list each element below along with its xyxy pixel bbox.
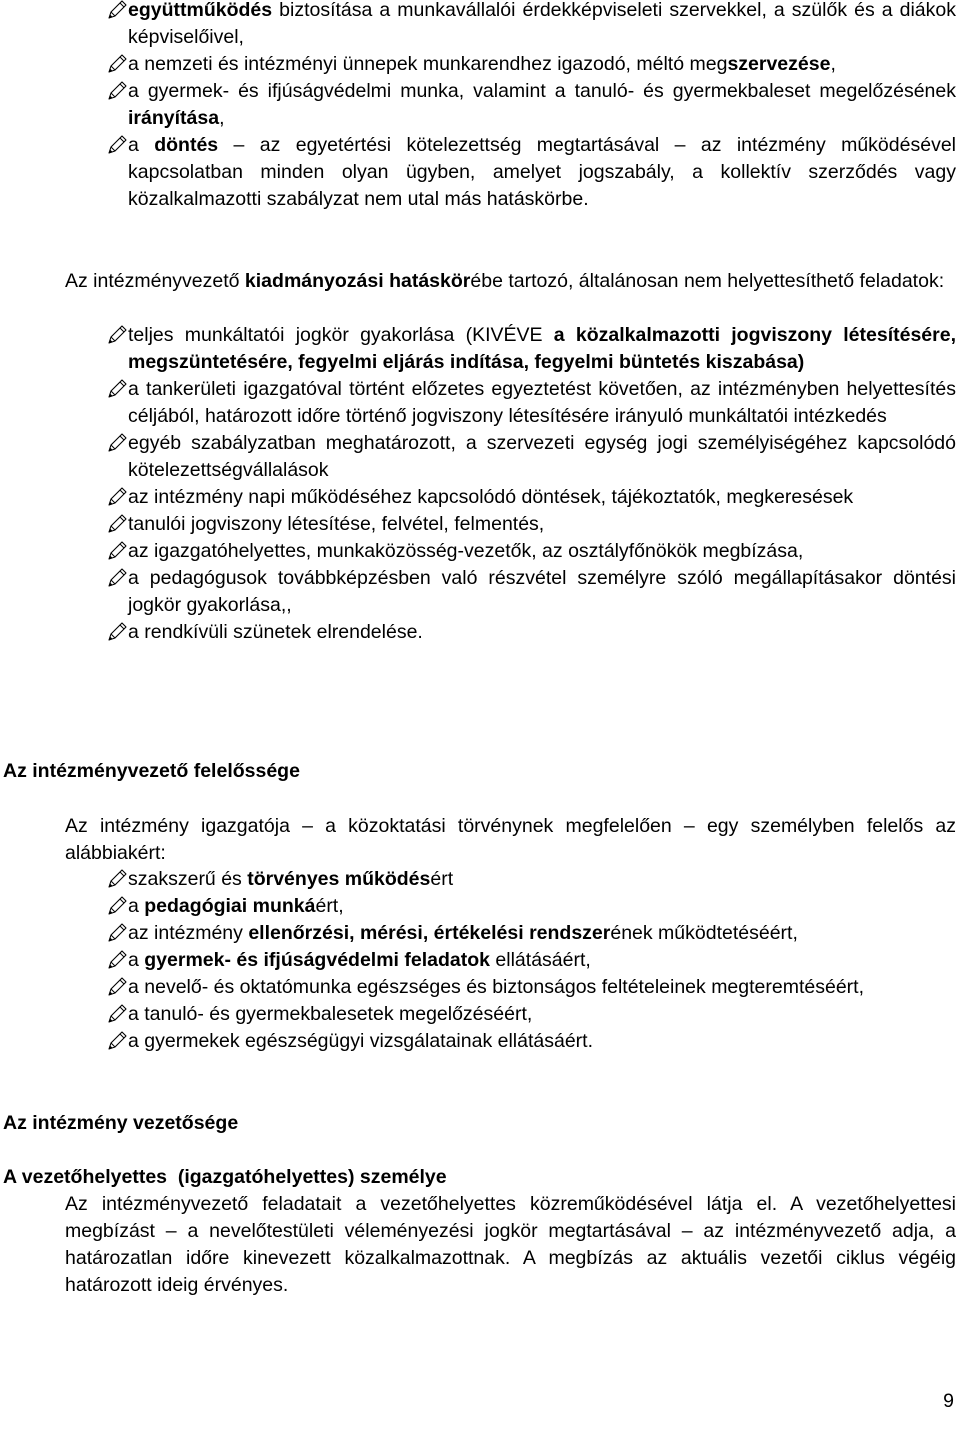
pen-icon: [106, 540, 128, 562]
text-run: a tankerületi igazgatóval történt előzetes egyeztetést követően, az intézményben helyettesítés céljából, határozott időre történő jogviszony létesítésére irányuló munkáltatói intézkedés: [128, 378, 956, 427]
text-run: szervezése: [727, 53, 831, 75]
pen-icon: [106, 895, 128, 917]
text-run: a gyermekek egészségügyi vizsgálatainak ellátásáért.: [128, 1030, 594, 1052]
text-run: Az intézményvezető: [65, 270, 245, 292]
text-run: ébe tartozó, általánosan nem helyettesíthető feladatok:: [470, 270, 945, 292]
pen-icon: [106, 0, 128, 21]
pen-icon: [106, 621, 128, 643]
text-run: a: [128, 895, 145, 917]
pen-icon: [106, 486, 128, 508]
list-responsibilities: [0, 866, 960, 1055]
heading-deputy: A vezetőhelyettes (igazgatóhelyettes) személye: [3, 1166, 447, 1188]
text-run: a gyermek- és ifjúságvédelmi munka, valamint a tanuló- és gyermekbaleset megelőzésének: [128, 80, 956, 102]
paragraph-text: [0, 268, 960, 295]
text-run: irányítása: [128, 107, 220, 129]
text-run: az intézmény: [128, 922, 249, 944]
list-item: [0, 511, 960, 538]
text-run: – az egyetértési kötelezettség megtartásával – az intézmény működésével kapcsolatban minden olyan ügyben, amelyet jogszabály, a kollektív szerződés vagy közalkalmazotti szabályzat nem utal más hatáskörbe.: [128, 134, 956, 210]
section-heading: [0, 758, 960, 785]
list-item: [0, 565, 960, 619]
pen-icon: [106, 868, 128, 890]
text-run: ért: [430, 868, 454, 890]
pen-icon: [106, 976, 128, 998]
text-run: pedagógiai munká: [144, 895, 316, 917]
text-run: ellenőrzési, mérési, értékelési rendszer: [248, 922, 611, 944]
pen-icon: [106, 567, 128, 589]
list-item: [0, 484, 960, 511]
list-item: [0, 619, 960, 646]
pen-icon: [106, 378, 128, 400]
list-item: [0, 974, 960, 1001]
pen-icon: [106, 324, 128, 346]
list-leader-tasks-2: [0, 322, 960, 646]
list-leader-tasks-1: [0, 0, 960, 213]
pen-icon: [106, 1003, 128, 1025]
list-item: [0, 920, 960, 947]
section-heading: [0, 1164, 960, 1191]
text-run: teljes munkáltatói jogkör gyakorlása (KIVÉVE: [128, 324, 554, 346]
text-run: az intézmény napi működéséhez kapcsolódó döntések, tájékoztatók, megkeresések: [128, 486, 854, 508]
heading-leadership: Az intézmény vezetősége: [3, 1112, 239, 1134]
paragraph-signature-tasks: [0, 268, 960, 295]
list-item: [0, 0, 960, 51]
text-run: a pedagógusok továbbképzésben való részvétel személyre szóló megállapításakor döntési jogkör gyakorlása,,: [128, 567, 956, 616]
list-item: [0, 376, 960, 430]
paragraph-deputy: [0, 1191, 960, 1299]
text-run: szakszerű és: [128, 868, 248, 890]
list-item: [0, 51, 960, 78]
text-run: Az intézmény igazgatója – a közoktatási törvénynek megfelelően – egy személyben felelős az alábbiakért:: [65, 815, 956, 864]
text-run: kiadmányozási: [244, 270, 384, 292]
pen-icon: [106, 80, 128, 102]
text-run: az igazgatóhelyettes, munkaközösség-vezetők, az osztályfőnökök megbízása,: [128, 540, 804, 562]
pen-icon: [106, 513, 128, 535]
text-run: együttműködés: [128, 0, 273, 21]
text-run: a nevelő- és oktatómunka egészséges és biztonságos feltételeinek megteremtéséért,: [128, 976, 865, 998]
pen-icon: [106, 432, 128, 454]
text-run: döntés: [154, 134, 219, 156]
list-item: [0, 538, 960, 565]
text-run: Az intézményvezető feladatait a vezetőhelyettes közreműködésével látja el. A vezetőhelyettesi megbízást – a nevelőtestületi véleményezési jogkör megtartásával – az intézményvezető adja, a határozatlan időre kinevezett közalkalmazottnak. A megbízás az aktuális vezetői ciklus végéig határozott ideig érvényes.: [65, 1193, 956, 1296]
list-item: [0, 893, 960, 920]
text-run: a nemzeti és intézményi ünnepek munkarendhez igazodó, méltó meg: [128, 53, 728, 75]
text-run: gyermek- és ifjúságvédelmi feladatok: [144, 949, 490, 971]
text-run: a: [128, 134, 155, 156]
list-item: [0, 430, 960, 484]
text-run: tanulói jogviszony létesítése, felvétel, felmentés,: [128, 513, 545, 535]
list-item: [0, 866, 960, 893]
text-run: a közalkalmazotti jogviszony létesítésére, megszüntetésére, fegyelmi eljárás indítása, fegyelmi büntetés kiszabása): [128, 324, 956, 373]
list-item: [0, 322, 960, 376]
section-heading: [0, 1110, 960, 1137]
text-run: a: [128, 949, 145, 971]
text-run: ellátásáért,: [490, 949, 591, 971]
text-run: ért,: [315, 895, 344, 917]
heading-leader-responsibility: Az intézményvezető felelőssége: [3, 760, 300, 782]
text-run: biztosítása a munkavállalói érdekképviseleti szervekkel, a szülők és a diákok képviselőivel,: [128, 0, 956, 48]
page-number: 9: [943, 1390, 954, 1412]
text-run: egyéb szabályzatban meghatározott, a szervezeti egység jogi személyiségéhez kapcsolódó kötelezettségvállalások: [128, 432, 956, 481]
text-run: törvényes működés: [247, 868, 431, 890]
text-run: ,: [830, 53, 836, 75]
paragraph-text: [0, 1191, 960, 1299]
list-item: [0, 132, 960, 213]
text-run: a rendkívüli szünetek elrendelése.: [128, 621, 423, 643]
pen-icon: [106, 53, 128, 75]
text-run: hatáskör: [389, 270, 471, 292]
text-run: ,: [219, 107, 225, 129]
pen-icon: [106, 922, 128, 944]
pen-icon: [106, 1030, 128, 1052]
pen-icon: [106, 134, 128, 156]
list-item: [0, 1001, 960, 1028]
list-item: [0, 1028, 960, 1055]
list-item: [0, 78, 960, 132]
paragraph-text: [0, 813, 960, 867]
list-item: [0, 947, 960, 974]
paragraph-responsibility-intro: [0, 813, 960, 867]
text-run: a tanuló- és gyermekbalesetek megelőzéséért,: [128, 1003, 533, 1025]
text-run: ének működtetéséért,: [610, 922, 798, 944]
pen-icon: [106, 949, 128, 971]
